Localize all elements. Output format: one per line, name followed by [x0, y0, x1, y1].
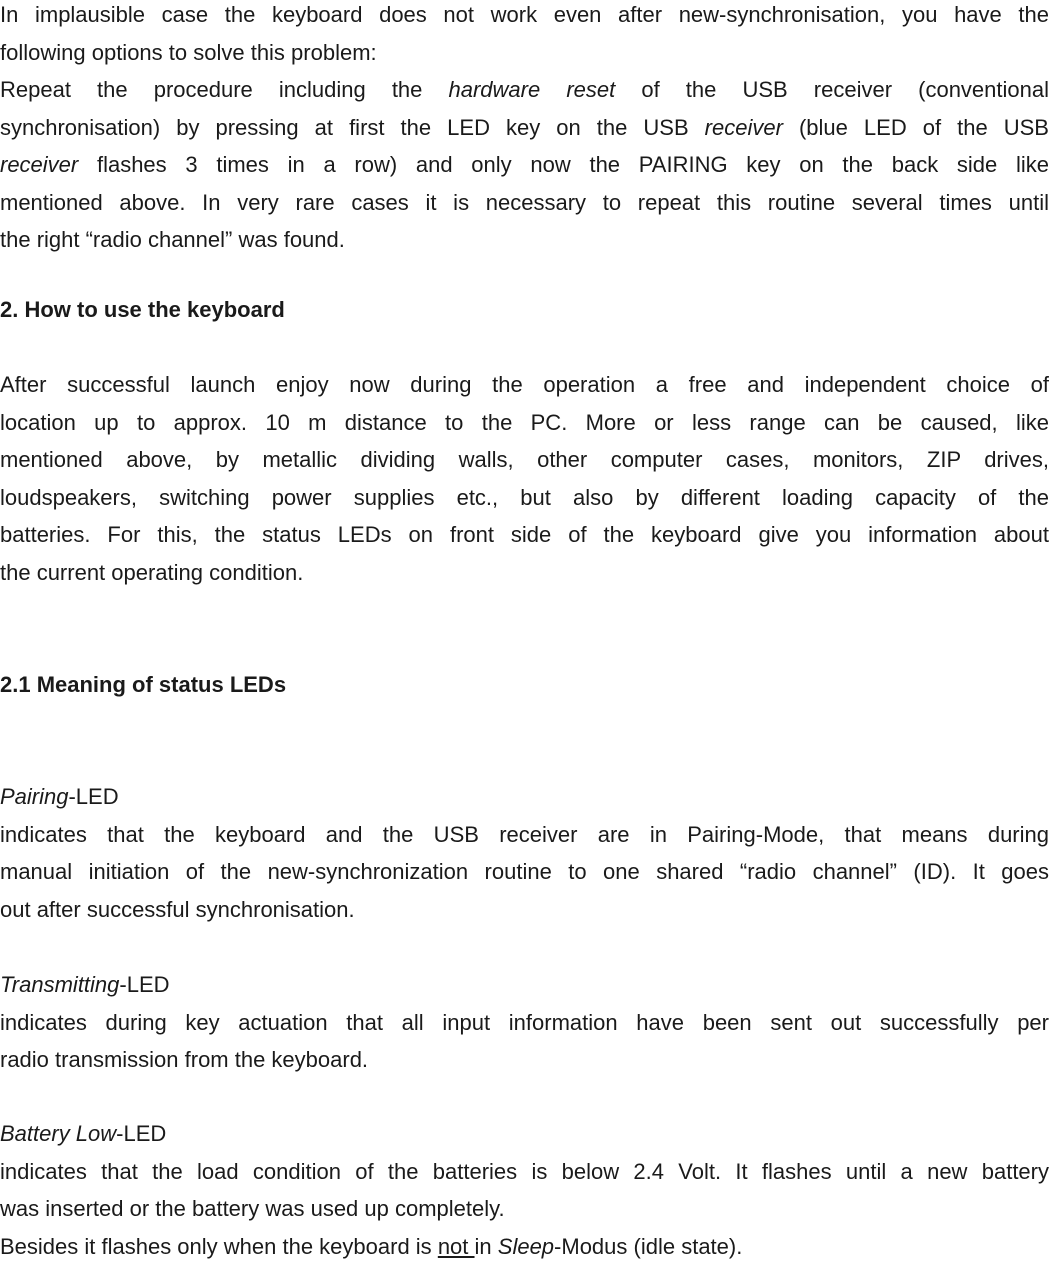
section-2-heading: 2. How to use the keyboard — [0, 295, 285, 325]
transmitting-led-block — [0, 966, 1049, 1079]
transmitting-led-title: Transmitting-LED — [0, 966, 1049, 1004]
battery-low-led-block — [0, 1115, 1049, 1265]
intro-line-2: following options to solve this problem: — [0, 34, 1049, 72]
section-2-line: loudspeakers, switching power supplies etc., but also by different loading capacity of the — [0, 479, 1049, 517]
pairing-led-title: Pairing-LED — [0, 778, 1049, 816]
transmitting-line: radio transmission from the keyboard. — [0, 1041, 1049, 1079]
section-2-line: After successful launch enjoy now during the operation a free and independent choice of — [0, 366, 1049, 404]
section-2-1-heading: 2.1 Meaning of status LEDs — [0, 670, 286, 700]
battery-last-line: Besides it flashes only when the keyboard is not in Sleep-Modus (idle state). — [0, 1228, 1049, 1265]
section-2-line: batteries. For this, the status LEDs on front side of the keyboard give you information about — [0, 516, 1049, 554]
section-2-line: location up to approx. 10 m distance to the PC. More or less range can be caused, like — [0, 404, 1049, 442]
pairing-led-block — [0, 778, 1049, 928]
battery-low-led-title: Battery Low-LED — [0, 1115, 1049, 1153]
repeat-line-3: receiver flashes 3 times in a row) and only now the PAIRING key on the back side like — [0, 146, 1049, 184]
repeat-line-5: the right “radio channel” was found. — [0, 221, 1049, 259]
transmitting-line: indicates during key actuation that all input information have been sent out successfully per — [0, 1004, 1049, 1042]
repeat-line-4: mentioned above. In very rare cases it is necessary to repeat this routine several times until — [0, 184, 1049, 222]
pairing-line: indicates that the keyboard and the USB receiver are in Pairing-Mode, that means during — [0, 816, 1049, 854]
intro-line-1: In implausible case the keyboard does not work even after new-synchronisation, you have the — [0, 0, 1049, 34]
section-2-line: the current operating condition. — [0, 554, 1049, 592]
battery-line: was inserted or the battery was used up completely. — [0, 1190, 1049, 1228]
repeat-line-2: synchronisation) by pressing at first the LED key on the USB receiver (blue LED of the USB — [0, 109, 1049, 147]
pairing-line: manual initiation of the new-synchronization routine to one shared “radio channel” (ID). It goes — [0, 853, 1049, 891]
intro-paragraph — [0, 0, 1049, 259]
repeat-line-1: Repeat the procedure including the hardware reset of the USB receiver (conventional — [0, 71, 1049, 109]
battery-line: indicates that the load condition of the batteries is below 2.4 Volt. It flashes until a new battery — [0, 1153, 1049, 1191]
pairing-line: out after successful synchronisation. — [0, 891, 1049, 929]
section-2-paragraph — [0, 366, 1049, 591]
section-2-line: mentioned above, by metallic dividing walls, other computer cases, monitors, ZIP drives, — [0, 441, 1049, 479]
